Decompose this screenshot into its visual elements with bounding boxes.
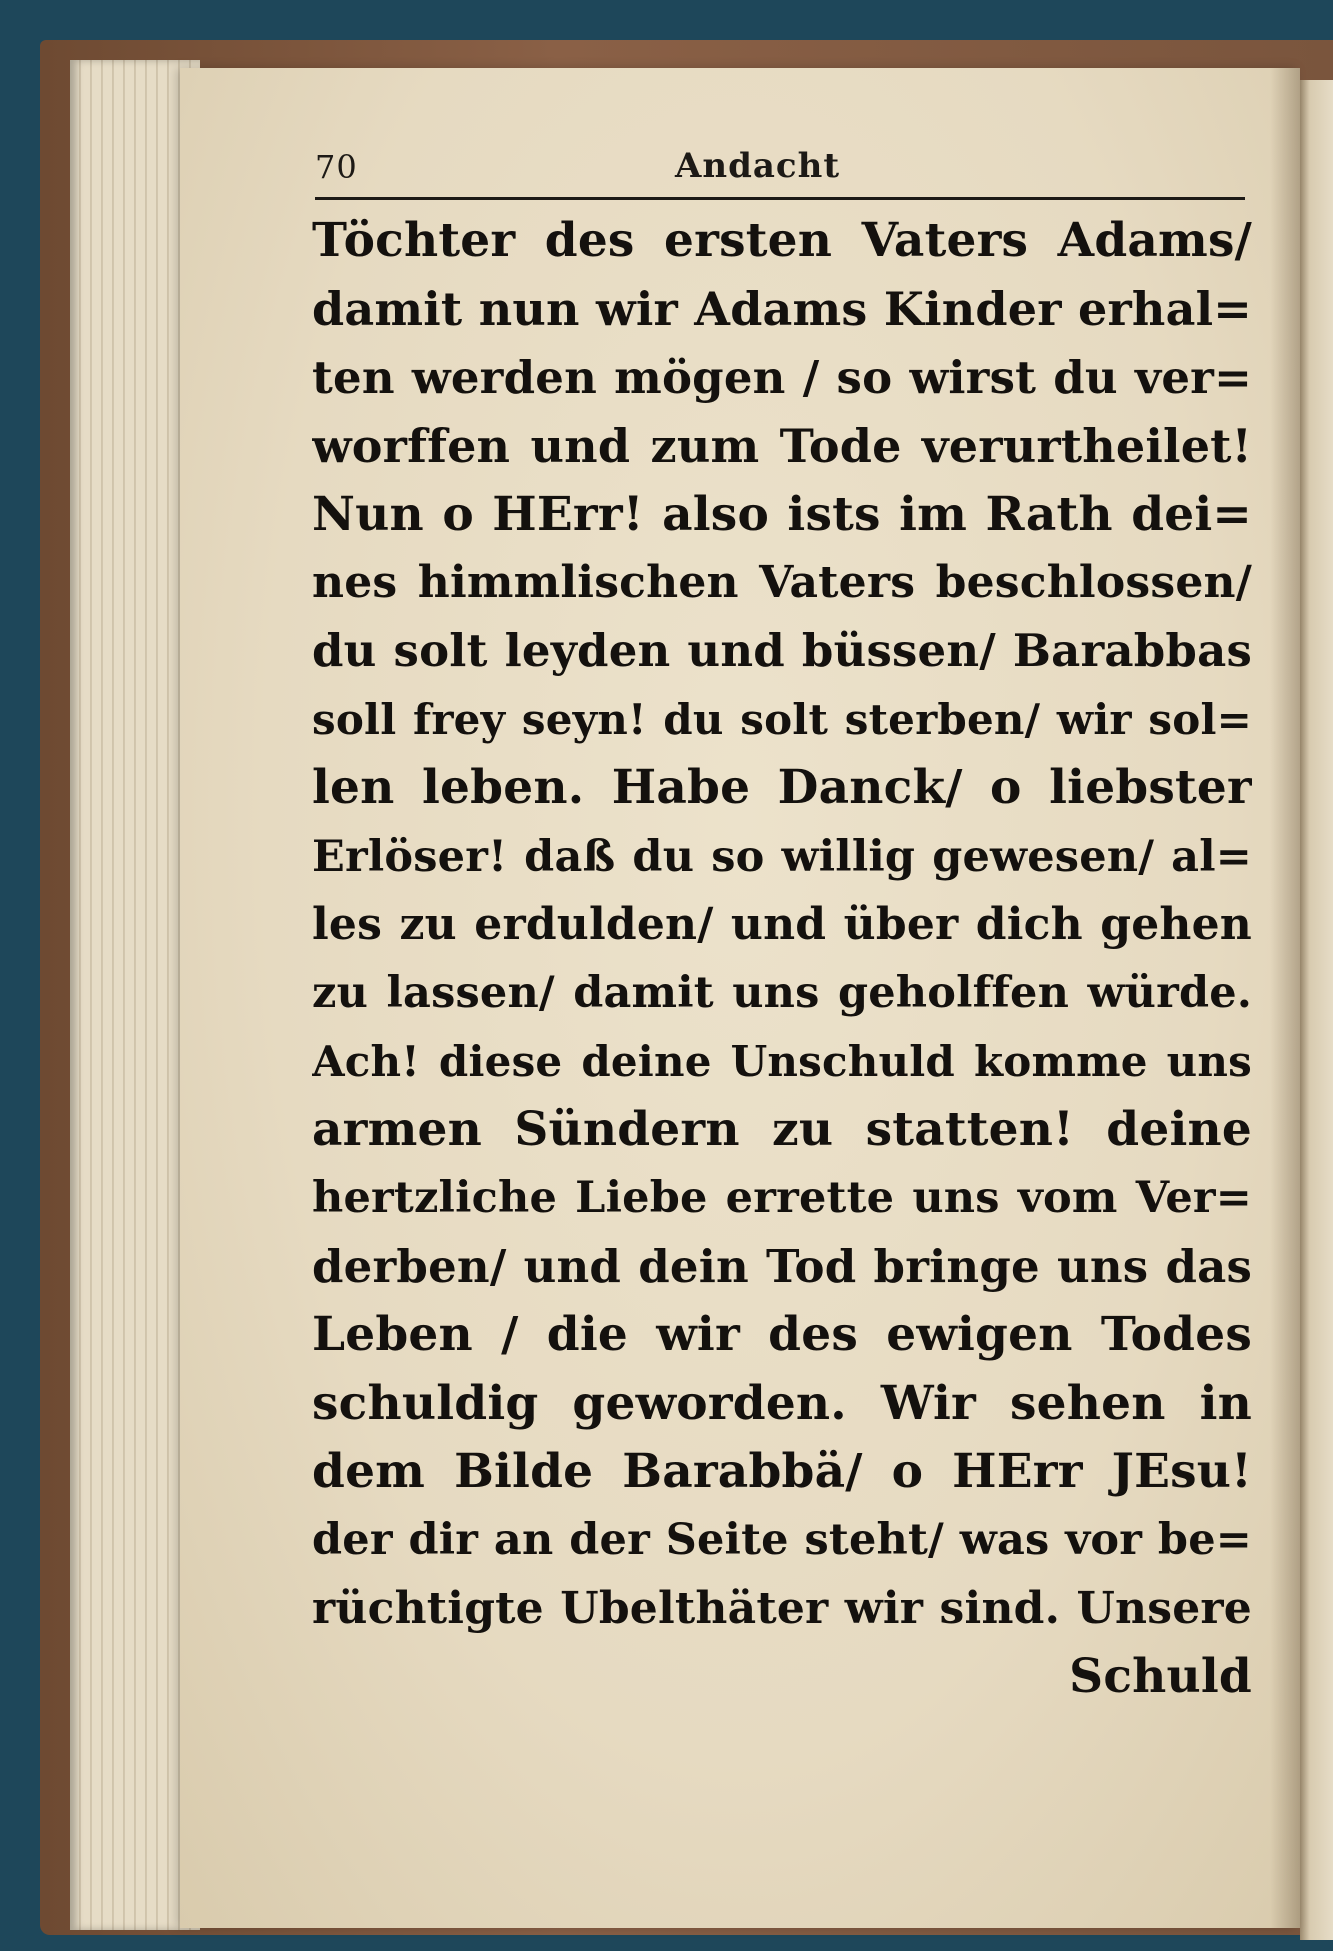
text-line: armen Sündern zu statten! deine (312, 1102, 1252, 1158)
text-line: hertzliche Liebe errette uns vom Ver= (312, 1173, 1252, 1224)
text-line: der dir an der Seite steht/ was vor be= (312, 1515, 1252, 1566)
page-body-text (312, 207, 1252, 1712)
text-line: len leben. Habe Danck/ o liebster (312, 760, 1252, 816)
text-line: Ach! diese deine Unschuld komme uns (312, 1036, 1252, 1086)
text-line: Erlöser! daß du so willig gewesen/ al= (312, 831, 1252, 882)
page-gutter-shadow (1270, 68, 1300, 1928)
text-line: Töchter des ersten Vaters Adams/ (312, 213, 1252, 268)
catchword: Schuld (1069, 1649, 1252, 1705)
text-line: du solt leyden und büssen/ Barabbas (312, 624, 1252, 678)
text-line: soll frey seyn! du solt sterben/ wir sol= (312, 694, 1252, 744)
text-line: rüchtigte Ubelthäter wir sind. Unsere (312, 1582, 1252, 1634)
text-line: ten werden mögen / so wirst du ver= (312, 350, 1252, 404)
facing-page-edge (1300, 80, 1333, 1940)
text-line: Nun o HErr! also ists im Rath dei= (312, 486, 1252, 542)
text-line: derben/ und dein Tod bringe uns das (312, 1239, 1252, 1293)
text-line: damit nun wir Adams Kinder erhal= (312, 282, 1252, 337)
text-line: schuldig geworden. Wir sehen in (312, 1375, 1252, 1431)
text-line: Leben / die wir des ewigen Todes (312, 1307, 1252, 1363)
text-line: nes himmlischen Vaters beschlossen/ (312, 556, 1252, 608)
page-header (315, 142, 1245, 192)
text-line: worffen und zum Tode verurtheilet! (312, 419, 1252, 474)
page-number: 70 (315, 148, 358, 186)
text-line: zu lassen/ damit uns geholffen würde. (312, 968, 1252, 1019)
text-line: les zu erdulden/ und über dich gehen (312, 898, 1252, 950)
header-rule (315, 197, 1245, 200)
text-line: dem Bilde Barabbä/ o HErr JEsu! (312, 1444, 1252, 1500)
running-head: Andacht (675, 146, 841, 186)
